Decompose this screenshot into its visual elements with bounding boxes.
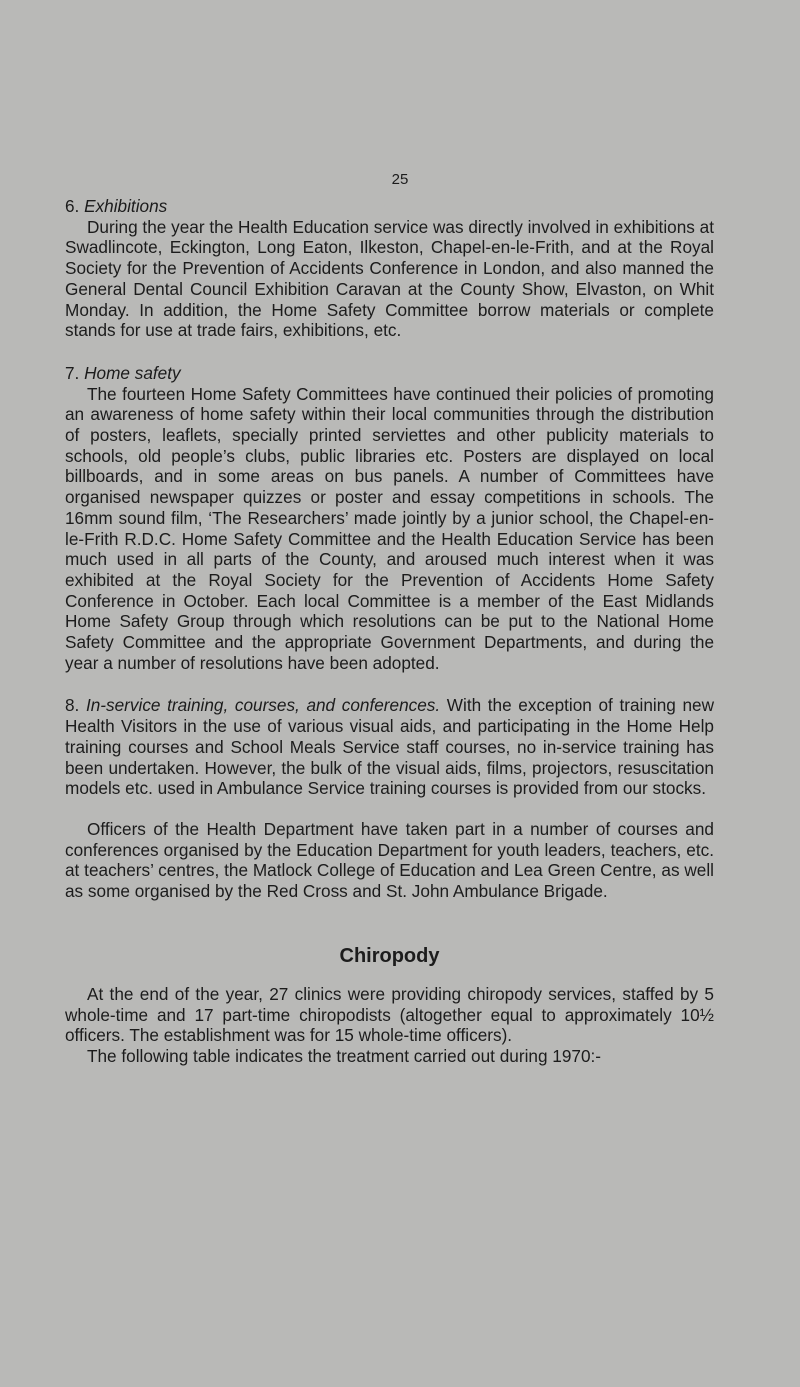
section-number: 6.	[65, 196, 80, 216]
page-content	[65, 196, 714, 1067]
section-heading-exhibitions	[65, 196, 714, 217]
section-number: 7.	[65, 362, 80, 383]
section-heading-home-safety	[65, 363, 714, 384]
exhibitions-paragraph: During the year the Health Education service was directly involved in exhibitions at Swadlincote, Eckington, Long Eaton, Ilkeston, Chapel-en-le-Frith, and at the Royal Society for the Prevention of Accidents Conference in London, and also manned the General Dental Council Exhibition Caravan at the County Show, Elvaston, on Whit Monday. In addition, the Home Safety Committee borrow materials or complete stands for use at trade fairs, exhibitions, etc.	[65, 216, 714, 341]
in-service-paragraph	[65, 695, 714, 799]
chiropody-paragraph: At the end of the year, 27 clinics were providing chiropody services, staffed by 5 whole-time and 17 part-time chiropodists (altogether equal to approximately 10½ officers. The establishment was for 15 whole-time officers).	[65, 983, 714, 1046]
in-service-body: With the exception of training new Health Visitors in the use of various visual aids, and participating in the Home Help training courses and School Meals Service staff courses, no in-service training has been undertaken. However, the bulk of the visual aids, films, projectors, resuscitation models etc. used in Ambulance Service training courses is provided from our stocks.	[65, 695, 714, 799]
section-number: 8.	[65, 695, 80, 716]
section-title: In-service training, courses, and conferences.	[85, 695, 441, 716]
officers-paragraph: Officers of the Health Department have taken part in a number of courses and conferences organised by the Education Department for youth leaders, teachers, etc. at teachers’ centres, the Matlock College of Education and Lea Green Centre, as well as some organised by the Red Cross and St. John Ambulance Brigade.	[65, 818, 714, 902]
section-title: Exhibitions	[84, 196, 168, 216]
chiropody-heading: Chiropody	[339, 944, 440, 967]
chiropody-table-intro: The following table indicates the treatment carried out during 1970:-	[87, 1045, 602, 1066]
page-number: 25	[391, 171, 409, 188]
section-title: Home safety	[84, 362, 181, 383]
home-safety-paragraph: The fourteen Home Safety Committees have continued their policies of promoting an awareness of home safety within their local communities through the distribution of posters, leaflets, specially printed serviettes and other publicity materials to schools, old people’s clubs, public libraries etc. Posters are displayed on local billboards, and in some areas on bus panels. A number of Committees have organised newspaper quizzes or poster and essay competitions in schools. The 16mm sound film, ‘The Researchers’ made jointly by a junior school, the Chapel-en-le-Frith R.D.C. Home Safety Committee and the Health Education Service has been much used in all parts of the County, and aroused much interest when it was exhibited at the Royal Society for the Prevention of Accidents Home Safety Conference in October. Each local Committee is a member of the East Midlands Home Safety Group through which resolutions can be put to the National Home Safety Committee and the appropriate Government Departments, and during the year a number of resolutions have been adopted.	[65, 383, 714, 673]
